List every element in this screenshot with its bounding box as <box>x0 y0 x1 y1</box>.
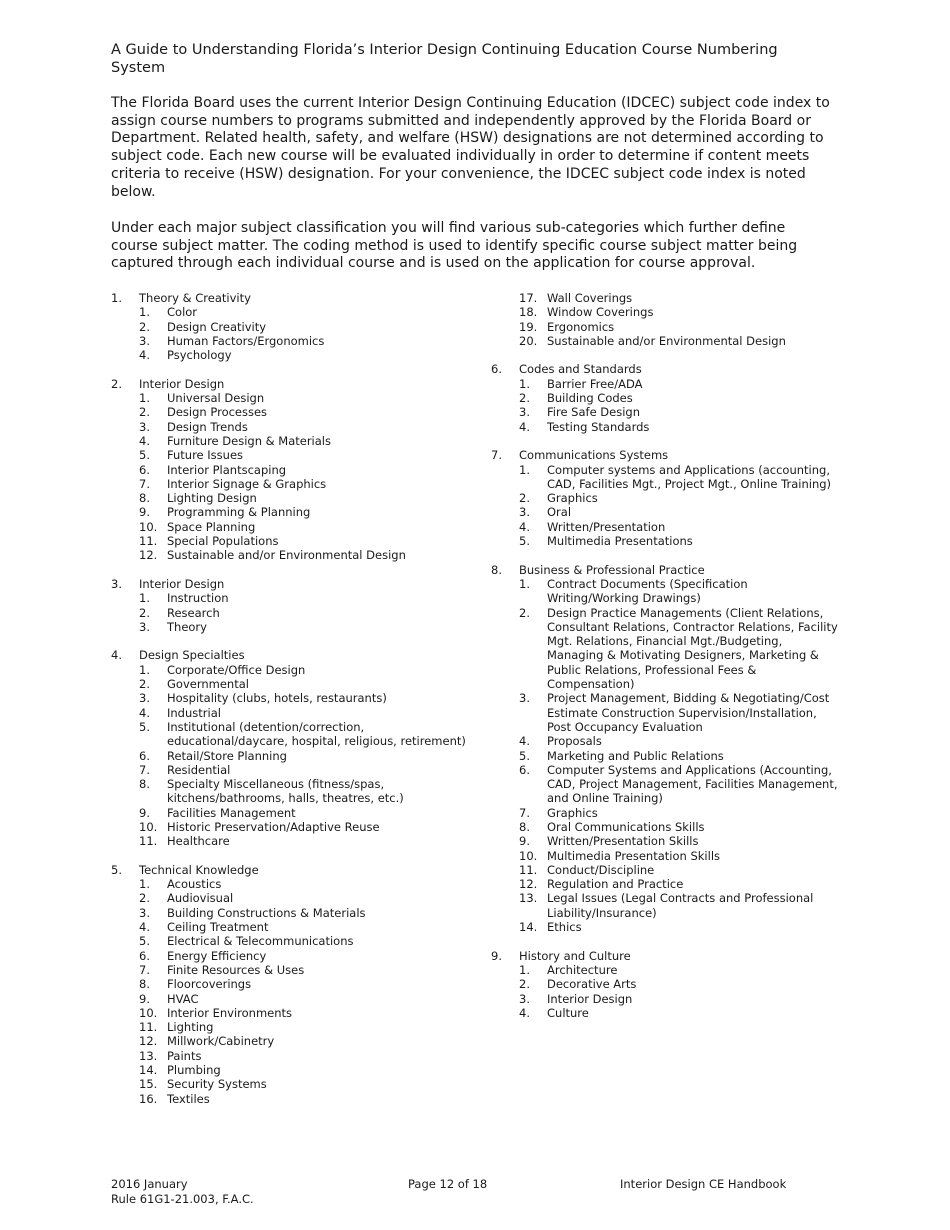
subcategory-item <box>491 463 841 492</box>
subcategory-item <box>111 505 486 519</box>
category-block <box>111 648 486 848</box>
category-heading <box>111 577 486 591</box>
subcategory-item <box>111 806 486 820</box>
item-number: 2. <box>519 491 530 506</box>
item-number: 2. <box>519 977 530 992</box>
category-heading <box>111 377 486 391</box>
subcategory-item <box>491 920 841 934</box>
item-number: 2. <box>139 891 150 906</box>
subcategory-item <box>491 1006 841 1020</box>
item-number: 18. <box>519 305 538 320</box>
item-number: 1. <box>139 662 150 677</box>
subcategory-item <box>111 749 486 763</box>
item-label: Security Systems <box>167 1077 267 1092</box>
subcategory-item <box>491 420 841 434</box>
footer-date: 2016 January <box>111 1177 188 1191</box>
item-number: 7. <box>519 805 530 820</box>
subcategory-item <box>111 877 486 891</box>
item-label: Healthcare <box>167 834 230 849</box>
item-label: Project Management, Bidding & Negotiating/Cost Estimate Construction Supervision/Installation, Post Occupancy Evaluation <box>547 691 830 734</box>
item-label: Interior Environments <box>167 1005 293 1020</box>
item-label: Interior Design <box>139 576 225 591</box>
item-number: 2. <box>139 677 150 692</box>
item-label: Psychology <box>167 348 232 363</box>
item-number: 2. <box>111 376 122 391</box>
item-label: Sustainable and/or Environmental Design <box>547 333 786 348</box>
item-number: 14. <box>519 920 538 935</box>
item-number: 9. <box>139 805 150 820</box>
item-number: 13. <box>519 891 538 906</box>
item-number: 12. <box>139 548 158 563</box>
subcategory-item <box>111 906 486 920</box>
item-number: 14. <box>139 1063 158 1078</box>
item-number: 9. <box>519 834 530 849</box>
item-label: Institutional (detention/correction, educational/daycare, hospital, religious, retirement) <box>167 719 466 749</box>
subcategory-item <box>491 992 841 1006</box>
category-heading <box>491 949 841 963</box>
subcategory-item <box>491 977 841 991</box>
category-heading <box>491 563 841 577</box>
item-number: 11. <box>139 834 158 849</box>
subcategory-item <box>491 334 841 348</box>
subcategory-item <box>491 505 841 519</box>
subcategory-item <box>111 691 486 705</box>
item-number: 8. <box>491 562 502 577</box>
subcategory-item <box>111 434 486 448</box>
item-label: Regulation and Practice <box>547 877 684 892</box>
item-label: HVAC <box>167 991 199 1006</box>
subcategory-item <box>491 963 841 977</box>
item-number: 11. <box>139 534 158 549</box>
item-label: Design Processes <box>167 405 268 420</box>
item-label: Design Trends <box>167 419 248 434</box>
item-number: 15. <box>139 1077 158 1092</box>
item-number: 5. <box>139 448 150 463</box>
item-label: Multimedia Presentation Skills <box>547 848 720 863</box>
item-number: 8. <box>139 777 150 792</box>
category-block <box>491 448 841 548</box>
item-number: 7. <box>139 476 150 491</box>
item-number: 19. <box>519 319 538 334</box>
item-label: Culture <box>547 1005 589 1020</box>
category-block <box>111 291 486 362</box>
item-label: Research <box>167 605 220 620</box>
subcategory-item <box>111 763 486 777</box>
item-number: 3. <box>139 619 150 634</box>
item-number: 10. <box>519 848 538 863</box>
intro-paragraph: The Florida Board uses the current Interior Design Continuing Education (IDCEC) subject code index to assign course numbers to programs submitted and independently approved by the Florida Board or Department. Related health, safety, and welfare (HSW) designations are not determined according to subject code. Each new course will be evaluated individually in order to determine if content meets criteria to receive (HSW) designation. For your convenience, the IDCEC subject code index is noted below. <box>111 95 830 200</box>
category-block <box>111 377 486 563</box>
item-label: Facilities Management <box>167 805 296 820</box>
category-block <box>111 863 486 1106</box>
item-label: Lighting <box>167 1020 214 1035</box>
item-label: Theory & Creativity <box>139 291 251 305</box>
subcategory-item <box>111 520 486 534</box>
item-label: Retail/Store Planning <box>167 748 287 763</box>
item-number: 10. <box>139 819 158 834</box>
item-label: Interior Design <box>139 376 225 391</box>
subcategory-item <box>111 820 486 834</box>
subcategory-item <box>111 491 486 505</box>
item-number: 3. <box>139 905 150 920</box>
subcategory-item <box>491 377 841 391</box>
item-number: 11. <box>519 862 538 877</box>
item-label: Human Factors/Ergonomics <box>167 333 325 348</box>
item-number: 4. <box>519 519 530 534</box>
item-label: Marketing and Public Relations <box>547 748 724 763</box>
item-number: 3. <box>519 991 530 1006</box>
item-number: 3. <box>139 419 150 434</box>
item-number: 1. <box>139 391 150 406</box>
footer-handbook-title: Interior Design CE Handbook <box>620 1177 787 1191</box>
item-label: Energy Efficiency <box>167 948 267 963</box>
subcategory-item <box>111 1020 486 1034</box>
subcategory-item <box>491 820 841 834</box>
item-number: 1. <box>519 462 530 477</box>
item-number: 10. <box>139 1005 158 1020</box>
category-block <box>491 362 841 433</box>
item-number: 12. <box>519 877 538 892</box>
item-label: Barrier Free/ADA <box>547 376 643 391</box>
item-label: Lighting Design <box>167 491 257 506</box>
category-block-continued <box>491 291 841 348</box>
item-label: Space Planning <box>167 519 256 534</box>
category-block <box>491 949 841 1020</box>
item-number: 6. <box>139 948 150 963</box>
item-number: 17. <box>519 291 538 305</box>
subcategory-item <box>491 320 841 334</box>
subcategory-item <box>491 763 841 806</box>
item-number: 1. <box>139 591 150 606</box>
subcategory-item <box>491 734 841 748</box>
item-label: Business & Professional Practice <box>519 562 705 577</box>
subcategory-item <box>111 348 486 362</box>
category-block <box>491 563 841 935</box>
category-heading <box>111 291 486 305</box>
item-label: Governmental <box>167 677 249 692</box>
subcategory-item <box>111 606 486 620</box>
subcategory-item <box>111 1034 486 1048</box>
item-number: 8. <box>519 819 530 834</box>
item-number: 3. <box>519 505 530 520</box>
subcategory-item <box>111 949 486 963</box>
item-label: Graphics <box>547 491 598 506</box>
item-label: Sustainable and/or Environmental Design <box>167 548 406 563</box>
item-number: 6. <box>491 362 502 377</box>
item-number: 1. <box>111 291 122 305</box>
item-label: Interior Plantscaping <box>167 462 287 477</box>
item-number: 1. <box>139 877 150 892</box>
item-number: 3. <box>519 691 530 706</box>
item-label: Future Issues <box>167 448 244 463</box>
category-heading <box>491 362 841 376</box>
subcategory-item <box>111 420 486 434</box>
item-label: Computer Systems and Applications (Accounting, CAD, Project Management, Facilities Management, and Online Training) <box>547 762 838 806</box>
item-number: 5. <box>139 719 150 734</box>
item-number: 5. <box>519 534 530 549</box>
item-label: Oral <box>547 505 572 520</box>
item-label: Communications Systems <box>519 448 669 463</box>
item-label: Fire Safe Design <box>547 405 641 420</box>
subcategory-item <box>111 334 486 348</box>
item-label: Finite Resources & Uses <box>167 962 305 977</box>
item-number: 1. <box>139 305 150 320</box>
item-label: Historic Preservation/Adaptive Reuse <box>167 819 380 834</box>
subcategory-item <box>111 463 486 477</box>
footer-page-number: Page 12 of 18 <box>408 1177 488 1191</box>
item-label: Design Creativity <box>167 319 267 334</box>
item-number: 16. <box>139 1091 158 1106</box>
item-label: Wall Coverings <box>547 291 633 305</box>
item-label: Written/Presentation Skills <box>547 834 699 849</box>
item-label: Textiles <box>167 1091 210 1106</box>
item-label: Audiovisual <box>167 891 234 906</box>
item-number: 6. <box>139 748 150 763</box>
item-label: Design Practice Managements (Client Relations, Consultant Relations, Contractor Relations, Facility Mgt. Relations, Financial Mgt./Budgeting, Managing & Motivating Designers, Marketing & Public Relations, Professional Fees & Compensation) <box>547 605 838 692</box>
item-number: 3. <box>139 333 150 348</box>
item-label: Testing Standards <box>547 419 650 434</box>
subcategory-item <box>491 520 841 534</box>
subcategory-item <box>111 391 486 405</box>
category-heading <box>111 863 486 877</box>
subcategory-item <box>111 663 486 677</box>
item-label: Hospitality (clubs, hotels, restaurants) <box>167 691 387 706</box>
item-number: 1. <box>519 376 530 391</box>
subcategory-item <box>491 849 841 863</box>
item-number: 4. <box>139 920 150 935</box>
category-heading <box>111 648 486 662</box>
item-number: 8. <box>139 977 150 992</box>
subcategory-item <box>111 620 486 634</box>
item-number: 12. <box>139 1034 158 1049</box>
subcategory-item <box>111 320 486 334</box>
item-label: Architecture <box>547 962 618 977</box>
subcategory-item <box>111 834 486 848</box>
item-number: 4. <box>519 1005 530 1020</box>
subcategory-item <box>491 834 841 848</box>
item-number: 4. <box>139 433 150 448</box>
item-label: Building Constructions & Materials <box>167 905 366 920</box>
item-label: Programming & Planning <box>167 505 311 520</box>
item-number: 7. <box>139 762 150 777</box>
item-label: Building Codes <box>547 391 633 406</box>
item-number: 4. <box>111 648 122 663</box>
subcategory-item <box>111 934 486 948</box>
subject-index-left-column <box>111 291 486 1120</box>
item-label: Ceiling Treatment <box>167 920 269 935</box>
subcategory-item <box>111 1063 486 1077</box>
subject-index-right-column <box>491 291 841 1034</box>
item-number: 3. <box>139 691 150 706</box>
subcategory-item <box>111 1092 486 1106</box>
subcategory-item <box>491 806 841 820</box>
subcategory-item <box>491 863 841 877</box>
item-number: 7. <box>491 448 502 463</box>
item-label: Paints <box>167 1048 202 1063</box>
item-label: Specialty Miscellaneous (fitness/spas, kitchens/bathrooms, halls, theatres, etc.) <box>167 777 404 806</box>
item-label: Theory <box>167 619 207 634</box>
item-number: 13. <box>139 1048 158 1063</box>
item-label: Codes and Standards <box>519 362 642 377</box>
item-number: 2. <box>519 605 530 620</box>
item-label: Furniture Design & Materials <box>167 433 331 448</box>
subcategory-item <box>111 706 486 720</box>
subcategory-item <box>491 405 841 419</box>
subcategory-item <box>111 720 486 749</box>
item-label: Conduct/Discipline <box>547 862 655 877</box>
item-number: 2. <box>519 391 530 406</box>
item-label: Special Populations <box>167 534 279 549</box>
item-label: Multimedia Presentations <box>547 534 693 549</box>
item-number: 6. <box>139 462 150 477</box>
item-label: Industrial <box>167 705 221 720</box>
item-label: Oral Communications Skills <box>547 819 705 834</box>
footer-rule: Rule 61G1-21.003, F.A.C. <box>111 1192 254 1206</box>
document-title: A Guide to Understanding Florida’s Interior Design Continuing Education Course Numbering System <box>111 42 778 76</box>
subcategory-item <box>111 405 486 419</box>
item-label: History and Culture <box>519 948 631 963</box>
item-number: 6. <box>519 762 530 777</box>
subcategory-item <box>111 963 486 977</box>
item-number: 8. <box>139 491 150 506</box>
item-label: Legal Issues (Legal Contracts and Professional Liability/Insurance) <box>547 891 814 920</box>
subcategory-item <box>111 1006 486 1020</box>
item-number: 1. <box>519 576 530 591</box>
item-number: 4. <box>519 734 530 749</box>
item-number: 9. <box>139 991 150 1006</box>
item-label: Graphics <box>547 805 598 820</box>
subcategory-item <box>111 548 486 562</box>
subcategory-item <box>111 1077 486 1091</box>
subcategory-item <box>491 891 841 920</box>
subcategory-item <box>111 777 486 806</box>
subcategory-item <box>491 491 841 505</box>
item-label: Residential <box>167 762 231 777</box>
item-label: Universal Design <box>167 391 265 406</box>
item-number: 10. <box>139 519 158 534</box>
subcategory-item <box>491 691 841 734</box>
item-label: Plumbing <box>167 1063 221 1078</box>
subcategory-item <box>111 992 486 1006</box>
subcategory-item <box>491 749 841 763</box>
item-label: Instruction <box>167 591 229 606</box>
item-label: Corporate/Office Design <box>167 662 306 677</box>
item-label: Acoustics <box>167 877 222 892</box>
item-label: Contract Documents (Specification Writing/Working Drawings) <box>547 576 748 606</box>
item-label: Design Specialties <box>139 648 245 663</box>
item-label: Decorative Arts <box>547 977 637 992</box>
item-number: 7. <box>139 962 150 977</box>
subcategory-item <box>111 305 486 319</box>
subcategory-item <box>111 591 486 605</box>
item-number: 4. <box>519 419 530 434</box>
item-number: 9. <box>139 505 150 520</box>
item-label: Interior Signage & Graphics <box>167 476 327 491</box>
item-number: 2. <box>139 605 150 620</box>
subcategory-item <box>491 606 841 692</box>
item-number: 3. <box>519 405 530 420</box>
item-label: Ergonomics <box>547 319 615 334</box>
item-number: 3. <box>111 576 122 591</box>
item-label: Ethics <box>547 920 582 935</box>
subcategory-item <box>111 477 486 491</box>
category-block <box>111 577 486 634</box>
item-label: Proposals <box>547 734 602 749</box>
subcategory-item <box>111 920 486 934</box>
item-number: 4. <box>139 705 150 720</box>
item-label: Color <box>167 305 198 320</box>
item-label: Written/Presentation <box>547 519 666 534</box>
item-number: 1. <box>519 962 530 977</box>
subcategory-item <box>111 1049 486 1063</box>
item-label: Millwork/Cabinetry <box>167 1034 275 1049</box>
subcategory-item <box>491 577 841 606</box>
subcategory-item <box>111 677 486 691</box>
item-number: 5. <box>139 934 150 949</box>
subcategory-item <box>491 877 841 891</box>
footer-left <box>111 1177 254 1207</box>
item-label: Technical Knowledge <box>139 862 259 877</box>
subcategory-item <box>491 305 841 319</box>
item-label: Interior Design <box>547 991 633 1006</box>
item-number: 11. <box>139 1020 158 1035</box>
item-number: 9. <box>491 948 502 963</box>
item-label: Electrical & Telecommunications <box>167 934 354 949</box>
coding-paragraph: Under each major subject classification you will find various sub-categories which further define course subject matter. The coding method is used to identify specific course subject matter being captured through each individual course and is used on the application for course approval. <box>111 220 798 272</box>
item-number: 5. <box>111 862 122 877</box>
item-number: 2. <box>139 405 150 420</box>
item-number: 2. <box>139 319 150 334</box>
category-heading <box>491 448 841 462</box>
subcategory-item <box>491 534 841 548</box>
item-number: 4. <box>139 348 150 363</box>
subcategory-item <box>111 891 486 905</box>
subcategory-item <box>111 448 486 462</box>
subcategory-item <box>111 534 486 548</box>
subcategory-item <box>491 391 841 405</box>
item-label: Floorcoverings <box>167 977 252 992</box>
item-label: Computer systems and Applications (accounting, CAD, Facilities Mgt., Project Mgt., Online Training) <box>547 462 832 491</box>
item-label: Window Coverings <box>547 305 654 320</box>
item-number: 5. <box>519 748 530 763</box>
subcategory-item <box>111 977 486 991</box>
item-number: 20. <box>519 333 538 348</box>
subcategory-item <box>491 291 841 305</box>
